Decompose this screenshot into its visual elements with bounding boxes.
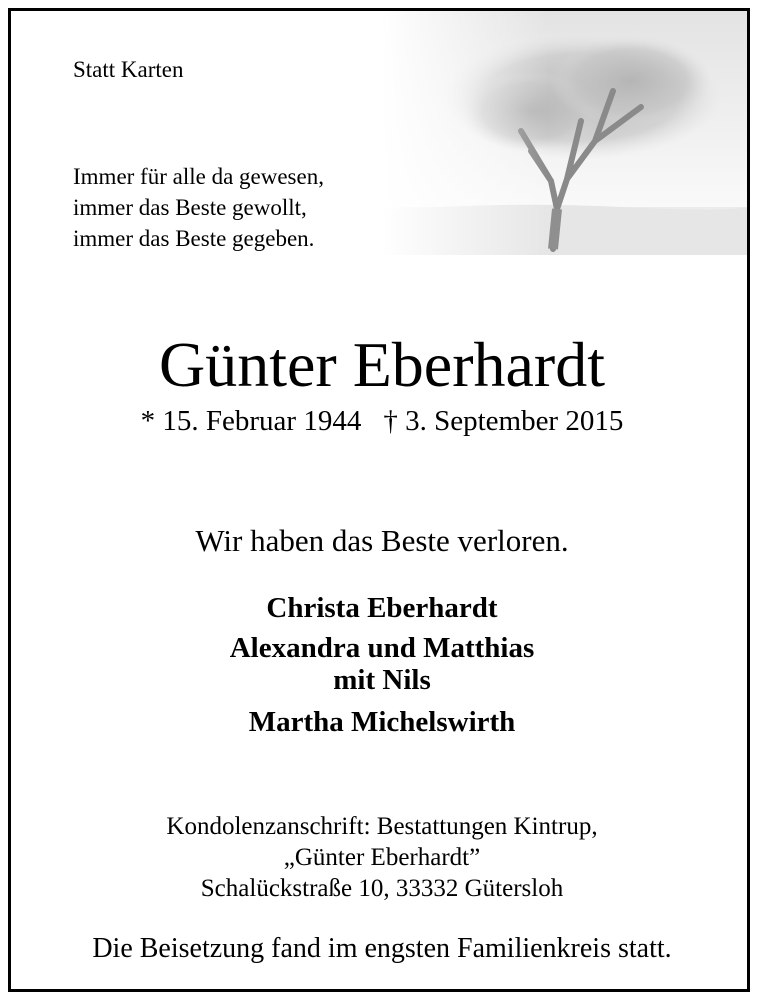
poem-line: immer das Beste gewollt,	[73, 195, 307, 220]
poem	[73, 161, 324, 254]
deceased-name: Günter Eberhardt	[158, 329, 606, 400]
mourning-message: Wir haben das Beste verloren.	[195, 523, 569, 558]
address-line: Kondolenzanschrift: Bestattungen Kintrup,	[166, 813, 598, 840]
mourner-name: Martha Michelswirth	[248, 706, 516, 738]
mourner-name: mit Nils	[333, 664, 431, 696]
poem-line: Immer für alle da gewesen,	[73, 164, 324, 189]
condolence-address	[11, 811, 750, 904]
tree-photo	[381, 11, 750, 255]
statt-karten-text: Statt Karten	[73, 57, 184, 82]
poem-line: immer das Beste gegeben.	[73, 226, 315, 251]
life-dates	[11, 405, 750, 438]
death-date: † 3. September 2015	[383, 405, 624, 437]
mourner-name: Christa Eberhardt	[266, 592, 498, 624]
mourners-list	[11, 589, 750, 741]
mourner-name: Alexandra und Matthias	[229, 632, 535, 664]
address-line: „Günter Eberhardt”	[283, 844, 481, 871]
burial-note: Die Beisetzung fand im engsten Familienkreis statt.	[92, 933, 672, 964]
tree-image	[381, 11, 750, 255]
birth-date: * 15. Februar 1944	[140, 405, 362, 437]
address-line: Schalückstraße 10, 33332 Gütersloh	[200, 875, 564, 902]
obituary-frame	[8, 8, 750, 992]
